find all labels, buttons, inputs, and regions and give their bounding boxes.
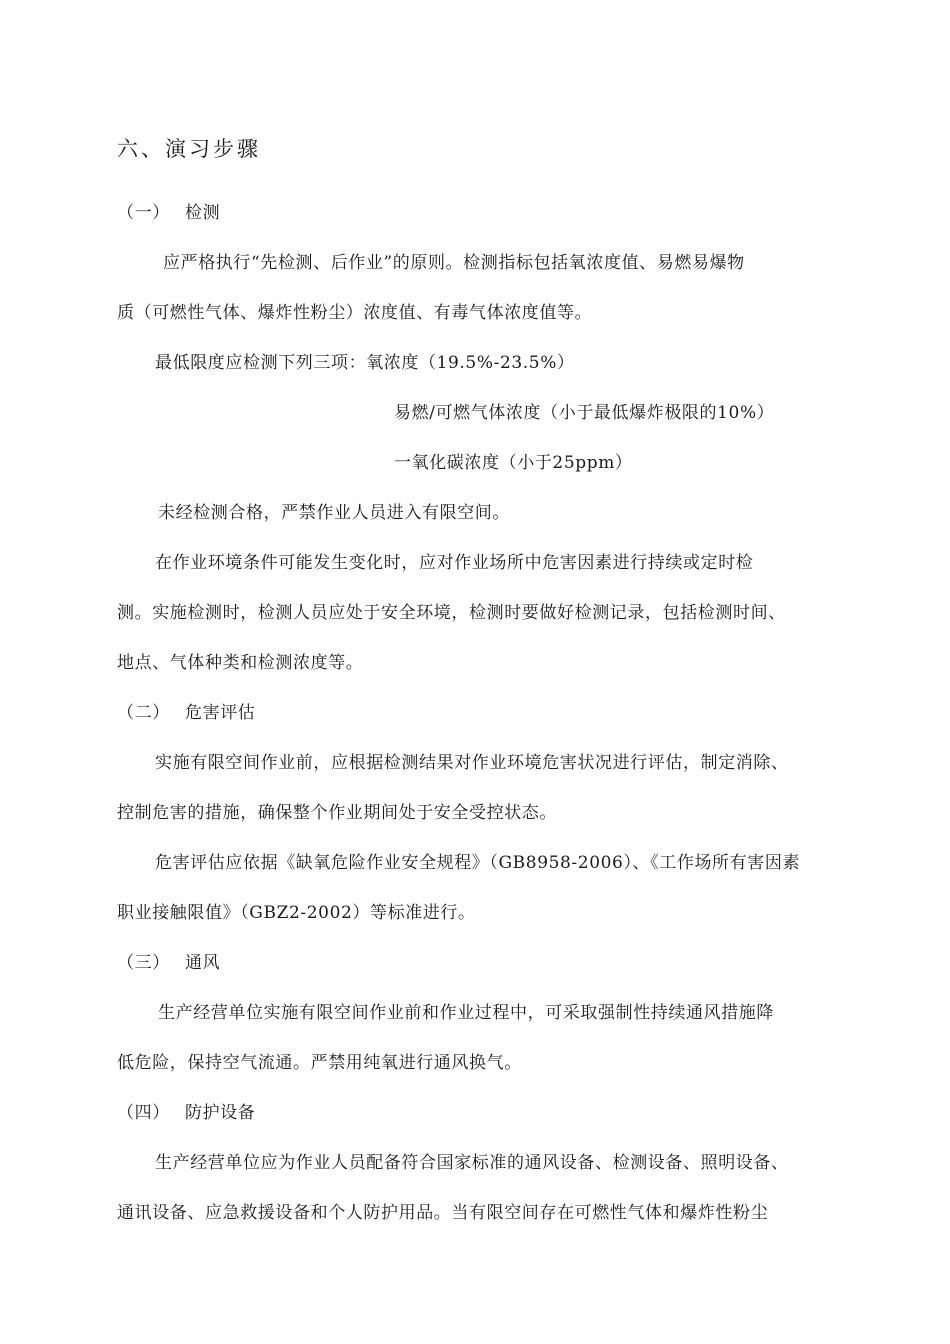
subsection-number: （二） [117, 703, 170, 723]
paragraph-line: 在作业环境条件可能发生变化时，应对作业场所中危害因素进行持续或定时检 [155, 553, 754, 573]
paragraph-line: 控制危害的措施，确保整个作业期间处于安全受控状态。 [117, 803, 557, 823]
paragraph-line: 低危险，保持空气流通。严禁用纯氧进行通风换气。 [117, 1053, 522, 1073]
subsection-title: 防护设备 [185, 1103, 256, 1123]
paragraph-line: 应严格执行“先检测、后作业”的原则。检测指标包括氧浓度值、易燃易爆物 [163, 253, 745, 273]
paragraph-line: 职业接触限值》（GBZ2-2002）等标准进行。 [117, 903, 476, 923]
paragraph-line: 一氧化碳浓度（小于25ppm） [394, 453, 633, 473]
paragraph-line: 生产经营单位应为作业人员配备符合国家标准的通风设备、检测设备、照明设备、 [155, 1153, 789, 1173]
subsection-number: （一） [117, 203, 170, 223]
paragraph-line: 通讯设备、应急救援设备和个人防护用品。当有限空间存在可燃性气体和爆炸性粉尘 [117, 1203, 769, 1223]
subsection-title: 通风 [185, 953, 221, 973]
section-heading: 六、演习步骤 [117, 137, 261, 161]
subsection-3-heading [117, 951, 220, 975]
subsection-title: 危害评估 [185, 703, 256, 723]
paragraph-line: 最低限度应检测下列三项：氧浓度（19.5%-23.5%） [155, 353, 575, 373]
paragraph-line: 危害评估应依据《缺氧危险作业安全规程》（GB8958-2006）、《工作场所有害因素 [155, 853, 801, 873]
paragraph-line: 质（可燃性气体、爆炸性粉尘）浓度值、有毒气体浓度值等。 [117, 303, 593, 323]
paragraph-line: 易燃/可燃气体浓度（小于最低爆炸极限的10%） [394, 403, 775, 423]
subsection-number: （四） [117, 1103, 170, 1123]
paragraph-line: 实施有限空间作业前，应根据检测结果对作业环境危害状况进行评估，制定消除、 [155, 753, 789, 773]
subsection-4-heading [117, 1101, 255, 1125]
paragraph-line: 生产经营单位实施有限空间作业前和作业过程中，可采取强制性持续通风措施降 [158, 1003, 774, 1023]
paragraph-line: 地点、气体种类和检测浓度等。 [117, 653, 364, 673]
subsection-2-heading [117, 701, 255, 725]
subsection-1-heading [117, 201, 220, 225]
paragraph-line: 未经检测合格，严禁作业人员进入有限空间。 [158, 503, 510, 523]
subsection-number: （三） [117, 953, 170, 973]
subsection-title: 检测 [185, 203, 221, 223]
paragraph-line: 测。实施检测时，检测人员应处于安全环境，检测时要做好检测记录，包括检测时间、 [117, 603, 786, 623]
